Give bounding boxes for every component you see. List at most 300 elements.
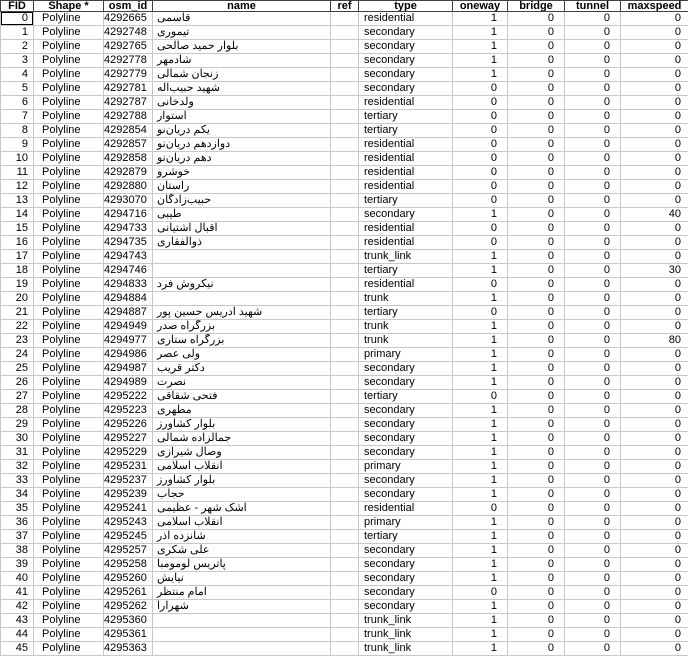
cell-bridge[interactable]: 0 (508, 264, 565, 278)
cell-type[interactable]: secondary (359, 446, 453, 460)
cell-bridge[interactable]: 0 (508, 488, 565, 502)
cell-fid[interactable]: 17 (1, 250, 34, 264)
cell-type[interactable]: trunk_link (359, 628, 453, 642)
cell-fid[interactable]: 10 (1, 152, 34, 166)
cell-bridge[interactable]: 0 (508, 222, 565, 236)
cell-fid[interactable]: 39 (1, 558, 34, 572)
cell-type[interactable]: secondary (359, 418, 453, 432)
cell-ref[interactable] (331, 586, 359, 600)
cell-type[interactable]: trunk_link (359, 642, 453, 656)
cell-name[interactable]: ولی عصر (153, 348, 331, 362)
cell-tunnel[interactable]: 0 (565, 418, 621, 432)
cell-shape[interactable]: Polyline (34, 572, 104, 586)
table-row[interactable] (1, 376, 688, 390)
cell-tunnel[interactable]: 0 (565, 404, 621, 418)
cell-maxspeed[interactable]: 0 (621, 12, 688, 26)
cell-fid[interactable]: 21 (1, 306, 34, 320)
cell-osm_id[interactable]: 4295229 (104, 446, 153, 460)
cell-maxspeed[interactable]: 0 (621, 642, 688, 656)
cell-fid[interactable]: 12 (1, 180, 34, 194)
cell-bridge[interactable]: 0 (508, 96, 565, 110)
cell-osm_id[interactable]: 4293070 (104, 194, 153, 208)
cell-type[interactable]: trunk_link (359, 250, 453, 264)
cell-tunnel[interactable]: 0 (565, 488, 621, 502)
cell-bridge[interactable]: 0 (508, 628, 565, 642)
cell-type[interactable]: tertiary (359, 306, 453, 320)
table-row[interactable] (1, 222, 688, 236)
cell-maxspeed[interactable]: 0 (621, 516, 688, 530)
cell-bridge[interactable]: 0 (508, 40, 565, 54)
cell-oneway[interactable]: 1 (453, 404, 508, 418)
cell-name[interactable]: انقلاب اسلامی (153, 516, 331, 530)
cell-name[interactable]: زنجان شمالی (153, 68, 331, 82)
cell-tunnel[interactable]: 0 (565, 460, 621, 474)
table-row[interactable] (1, 292, 688, 306)
cell-fid[interactable]: 26 (1, 376, 34, 390)
cell-tunnel[interactable]: 0 (565, 558, 621, 572)
cell-shape[interactable]: Polyline (34, 348, 104, 362)
table-row[interactable] (1, 306, 688, 320)
cell-shape[interactable]: Polyline (34, 152, 104, 166)
cell-fid[interactable]: 43 (1, 614, 34, 628)
cell-osm_id[interactable]: 4295257 (104, 544, 153, 558)
cell-type[interactable]: secondary (359, 404, 453, 418)
cell-fid[interactable]: 8 (1, 124, 34, 138)
cell-shape[interactable]: Polyline (34, 96, 104, 110)
cell-osm_id[interactable]: 4292787 (104, 96, 153, 110)
cell-fid[interactable]: 29 (1, 418, 34, 432)
cell-fid[interactable]: 41 (1, 586, 34, 600)
cell-ref[interactable] (331, 208, 359, 222)
cell-fid[interactable]: 28 (1, 404, 34, 418)
cell-name[interactable]: بزرگراه ستاری (153, 334, 331, 348)
cell-oneway[interactable]: 1 (453, 642, 508, 656)
cell-osm_id[interactable]: 4295363 (104, 642, 153, 656)
cell-tunnel[interactable]: 0 (565, 572, 621, 586)
cell-shape[interactable]: Polyline (34, 208, 104, 222)
cell-shape[interactable]: Polyline (34, 54, 104, 68)
cell-osm_id[interactable]: 4294977 (104, 334, 153, 348)
cell-fid[interactable]: 36 (1, 516, 34, 530)
cell-type[interactable]: secondary (359, 544, 453, 558)
cell-maxspeed[interactable]: 80 (621, 334, 688, 348)
cell-ref[interactable] (331, 390, 359, 404)
column-header-maxspeed[interactable]: maxspeed (621, 1, 688, 12)
table-row[interactable] (1, 82, 688, 96)
cell-bridge[interactable]: 0 (508, 446, 565, 460)
cell-bridge[interactable]: 0 (508, 530, 565, 544)
cell-bridge[interactable]: 0 (508, 600, 565, 614)
cell-oneway[interactable]: 1 (453, 348, 508, 362)
cell-shape[interactable]: Polyline (34, 460, 104, 474)
cell-maxspeed[interactable]: 0 (621, 474, 688, 488)
cell-oneway[interactable]: 0 (453, 390, 508, 404)
cell-tunnel[interactable]: 0 (565, 642, 621, 656)
cell-shape[interactable]: Polyline (34, 68, 104, 82)
cell-shape[interactable]: Polyline (34, 376, 104, 390)
cell-bridge[interactable]: 0 (508, 516, 565, 530)
cell-bridge[interactable]: 0 (508, 82, 565, 96)
cell-bridge[interactable]: 0 (508, 376, 565, 390)
cell-tunnel[interactable]: 0 (565, 544, 621, 558)
cell-type[interactable]: secondary (359, 362, 453, 376)
cell-osm_id[interactable]: 4292765 (104, 40, 153, 54)
cell-bridge[interactable]: 0 (508, 362, 565, 376)
cell-fid[interactable]: 13 (1, 194, 34, 208)
cell-type[interactable]: secondary (359, 586, 453, 600)
cell-fid[interactable]: 15 (1, 222, 34, 236)
cell-oneway[interactable]: 1 (453, 572, 508, 586)
cell-oneway[interactable]: 0 (453, 180, 508, 194)
cell-ref[interactable] (331, 194, 359, 208)
cell-osm_id[interactable]: 4292880 (104, 180, 153, 194)
cell-fid[interactable]: 3 (1, 54, 34, 68)
cell-fid[interactable]: 11 (1, 166, 34, 180)
table-row[interactable] (1, 124, 688, 138)
cell-maxspeed[interactable]: 0 (621, 124, 688, 138)
cell-name[interactable]: مطهری (153, 404, 331, 418)
cell-tunnel[interactable]: 0 (565, 614, 621, 628)
cell-maxspeed[interactable]: 0 (621, 586, 688, 600)
cell-ref[interactable] (331, 236, 359, 250)
cell-oneway[interactable]: 1 (453, 474, 508, 488)
cell-ref[interactable] (331, 152, 359, 166)
table-row[interactable] (1, 474, 688, 488)
cell-ref[interactable] (331, 628, 359, 642)
cell-name[interactable]: شهید حبیب‌اله (153, 82, 331, 96)
cell-tunnel[interactable]: 0 (565, 138, 621, 152)
cell-shape[interactable]: Polyline (34, 264, 104, 278)
cell-tunnel[interactable]: 0 (565, 600, 621, 614)
cell-osm_id[interactable]: 4295260 (104, 572, 153, 586)
cell-name[interactable]: اشک شهر - عظیمی (153, 502, 331, 516)
cell-maxspeed[interactable]: 0 (621, 306, 688, 320)
cell-type[interactable]: secondary (359, 558, 453, 572)
cell-fid[interactable]: 25 (1, 362, 34, 376)
cell-shape[interactable]: Polyline (34, 306, 104, 320)
cell-osm_id[interactable]: 4294884 (104, 292, 153, 306)
table-row[interactable] (1, 194, 688, 208)
cell-fid[interactable]: 19 (1, 278, 34, 292)
cell-oneway[interactable]: 0 (453, 502, 508, 516)
cell-oneway[interactable]: 1 (453, 54, 508, 68)
cell-type[interactable]: tertiary (359, 530, 453, 544)
cell-shape[interactable]: Polyline (34, 390, 104, 404)
cell-ref[interactable] (331, 124, 359, 138)
cell-oneway[interactable]: 0 (453, 278, 508, 292)
cell-shape[interactable]: Polyline (34, 82, 104, 96)
cell-shape[interactable]: Polyline (34, 614, 104, 628)
table-row[interactable] (1, 96, 688, 110)
cell-bridge[interactable]: 0 (508, 432, 565, 446)
cell-oneway[interactable]: 1 (453, 446, 508, 460)
column-header-tunnel[interactable]: tunnel (565, 1, 621, 12)
cell-type[interactable]: tertiary (359, 124, 453, 138)
cell-bridge[interactable]: 0 (508, 138, 565, 152)
cell-maxspeed[interactable]: 0 (621, 180, 688, 194)
cell-maxspeed[interactable]: 0 (621, 614, 688, 628)
table-row[interactable] (1, 530, 688, 544)
table-row[interactable] (1, 460, 688, 474)
cell-maxspeed[interactable]: 0 (621, 152, 688, 166)
cell-osm_id[interactable]: 4295243 (104, 516, 153, 530)
cell-osm_id[interactable]: 4292778 (104, 54, 153, 68)
cell-shape[interactable]: Polyline (34, 488, 104, 502)
cell-bridge[interactable]: 0 (508, 194, 565, 208)
cell-type[interactable]: residential (359, 278, 453, 292)
cell-osm_id[interactable]: 4292665 (104, 12, 153, 26)
cell-osm_id[interactable]: 4294986 (104, 348, 153, 362)
column-header-shape[interactable]: Shape * (34, 1, 104, 12)
cell-tunnel[interactable]: 0 (565, 236, 621, 250)
table-row[interactable] (1, 54, 688, 68)
cell-ref[interactable] (331, 558, 359, 572)
cell-bridge[interactable]: 0 (508, 110, 565, 124)
table-row[interactable] (1, 516, 688, 530)
cell-oneway[interactable]: 1 (453, 600, 508, 614)
cell-oneway[interactable]: 0 (453, 124, 508, 138)
cell-fid[interactable]: 20 (1, 292, 34, 306)
cell-bridge[interactable]: 0 (508, 26, 565, 40)
cell-shape[interactable]: Polyline (34, 516, 104, 530)
cell-ref[interactable] (331, 642, 359, 656)
cell-bridge[interactable]: 0 (508, 572, 565, 586)
cell-shape[interactable]: Polyline (34, 236, 104, 250)
cell-tunnel[interactable]: 0 (565, 502, 621, 516)
cell-maxspeed[interactable]: 0 (621, 418, 688, 432)
cell-shape[interactable]: Polyline (34, 334, 104, 348)
cell-ref[interactable] (331, 166, 359, 180)
cell-name[interactable]: فتحی شقاقی (153, 390, 331, 404)
cell-bridge[interactable]: 0 (508, 124, 565, 138)
table-row[interactable] (1, 600, 688, 614)
cell-ref[interactable] (331, 54, 359, 68)
cell-oneway[interactable]: 1 (453, 530, 508, 544)
cell-bridge[interactable]: 0 (508, 180, 565, 194)
cell-name[interactable]: دوازدهم دریان‌نو (153, 138, 331, 152)
cell-type[interactable]: secondary (359, 488, 453, 502)
table-row[interactable] (1, 110, 688, 124)
cell-bridge[interactable]: 0 (508, 278, 565, 292)
cell-type[interactable]: primary (359, 460, 453, 474)
cell-bridge[interactable]: 0 (508, 68, 565, 82)
cell-tunnel[interactable]: 0 (565, 194, 621, 208)
cell-osm_id[interactable]: 4295226 (104, 418, 153, 432)
cell-osm_id[interactable]: 4294833 (104, 278, 153, 292)
cell-tunnel[interactable]: 0 (565, 292, 621, 306)
cell-type[interactable]: tertiary (359, 194, 453, 208)
table-row[interactable] (1, 418, 688, 432)
cell-shape[interactable]: Polyline (34, 222, 104, 236)
cell-type[interactable]: secondary (359, 82, 453, 96)
table-row[interactable] (1, 614, 688, 628)
cell-fid[interactable]: 22 (1, 320, 34, 334)
column-header-name[interactable]: name (153, 1, 331, 12)
cell-shape[interactable]: Polyline (34, 138, 104, 152)
cell-ref[interactable] (331, 96, 359, 110)
cell-shape[interactable]: Polyline (34, 474, 104, 488)
cell-type[interactable]: residential (359, 222, 453, 236)
table-row[interactable] (1, 390, 688, 404)
cell-osm_id[interactable]: 4294746 (104, 264, 153, 278)
cell-ref[interactable] (331, 376, 359, 390)
cell-tunnel[interactable]: 0 (565, 278, 621, 292)
cell-bridge[interactable]: 0 (508, 474, 565, 488)
cell-maxspeed[interactable]: 0 (621, 292, 688, 306)
cell-tunnel[interactable]: 0 (565, 362, 621, 376)
cell-tunnel[interactable]: 0 (565, 376, 621, 390)
cell-fid[interactable]: 1 (1, 26, 34, 40)
cell-shape[interactable]: Polyline (34, 558, 104, 572)
cell-osm_id[interactable]: 4294716 (104, 208, 153, 222)
cell-type[interactable]: tertiary (359, 390, 453, 404)
cell-fid[interactable]: 24 (1, 348, 34, 362)
cell-osm_id[interactable]: 4294887 (104, 306, 153, 320)
table-row[interactable] (1, 26, 688, 40)
column-header-oneway[interactable]: oneway (453, 1, 508, 12)
cell-oneway[interactable]: 0 (453, 110, 508, 124)
cell-tunnel[interactable]: 0 (565, 40, 621, 54)
current-record-indicator[interactable]: 0 (1, 12, 34, 26)
cell-fid[interactable]: 6 (1, 96, 34, 110)
cell-name[interactable]: نصرت (153, 376, 331, 390)
cell-tunnel[interactable]: 0 (565, 348, 621, 362)
cell-osm_id[interactable]: 4295239 (104, 488, 153, 502)
cell-bridge[interactable]: 0 (508, 502, 565, 516)
cell-oneway[interactable]: 1 (453, 264, 508, 278)
cell-bridge[interactable]: 0 (508, 54, 565, 68)
cell-name[interactable]: جمالزاده شمالی (153, 432, 331, 446)
cell-osm_id[interactable]: 4292781 (104, 82, 153, 96)
cell-maxspeed[interactable]: 0 (621, 600, 688, 614)
cell-shape[interactable]: Polyline (34, 446, 104, 460)
cell-maxspeed[interactable]: 0 (621, 432, 688, 446)
cell-maxspeed[interactable]: 0 (621, 166, 688, 180)
cell-shape[interactable]: Polyline (34, 250, 104, 264)
cell-shape[interactable]: Polyline (34, 320, 104, 334)
cell-name[interactable]: بزرگراه صدر (153, 320, 331, 334)
cell-type[interactable]: secondary (359, 572, 453, 586)
cell-maxspeed[interactable]: 0 (621, 26, 688, 40)
table-row[interactable] (1, 68, 688, 82)
cell-bridge[interactable]: 0 (508, 320, 565, 334)
cell-maxspeed[interactable]: 0 (621, 390, 688, 404)
cell-tunnel[interactable]: 0 (565, 96, 621, 110)
table-row[interactable] (1, 278, 688, 292)
cell-maxspeed[interactable]: 0 (621, 628, 688, 642)
cell-maxspeed[interactable]: 0 (621, 320, 688, 334)
cell-oneway[interactable]: 1 (453, 544, 508, 558)
table-row[interactable] (1, 446, 688, 460)
cell-shape[interactable]: Polyline (34, 642, 104, 656)
cell-tunnel[interactable]: 0 (565, 264, 621, 278)
cell-bridge[interactable]: 0 (508, 642, 565, 656)
table-row[interactable] (1, 558, 688, 572)
cell-maxspeed[interactable]: 0 (621, 194, 688, 208)
cell-name[interactable]: شهید ادریس حسین پور (153, 306, 331, 320)
cell-ref[interactable] (331, 110, 359, 124)
cell-name[interactable]: شهرارا (153, 600, 331, 614)
cell-shape[interactable]: Polyline (34, 40, 104, 54)
cell-type[interactable]: primary (359, 516, 453, 530)
cell-ref[interactable] (331, 418, 359, 432)
cell-maxspeed[interactable]: 0 (621, 110, 688, 124)
cell-name[interactable]: حبیب‌زادگان (153, 194, 331, 208)
column-header-bridge[interactable]: bridge (508, 1, 565, 12)
table-row[interactable] (1, 166, 688, 180)
cell-osm_id[interactable]: 4295245 (104, 530, 153, 544)
cell-bridge[interactable]: 0 (508, 236, 565, 250)
cell-type[interactable]: secondary (359, 54, 453, 68)
cell-ref[interactable] (331, 474, 359, 488)
cell-tunnel[interactable]: 0 (565, 432, 621, 446)
cell-oneway[interactable]: 1 (453, 376, 508, 390)
cell-oneway[interactable]: 0 (453, 152, 508, 166)
cell-ref[interactable] (331, 572, 359, 586)
cell-maxspeed[interactable]: 0 (621, 544, 688, 558)
cell-osm_id[interactable]: 4292857 (104, 138, 153, 152)
cell-ref[interactable] (331, 292, 359, 306)
cell-name[interactable] (153, 642, 331, 656)
cell-oneway[interactable]: 1 (453, 292, 508, 306)
cell-maxspeed[interactable]: 0 (621, 82, 688, 96)
cell-oneway[interactable]: 0 (453, 194, 508, 208)
cell-name[interactable] (153, 292, 331, 306)
table-row[interactable] (1, 362, 688, 376)
cell-ref[interactable] (331, 306, 359, 320)
cell-fid[interactable]: 7 (1, 110, 34, 124)
column-header-fid[interactable]: FID (1, 1, 34, 12)
cell-oneway[interactable]: 1 (453, 418, 508, 432)
cell-osm_id[interactable]: 4294733 (104, 222, 153, 236)
cell-tunnel[interactable]: 0 (565, 208, 621, 222)
cell-oneway[interactable]: 1 (453, 68, 508, 82)
cell-oneway[interactable]: 0 (453, 306, 508, 320)
cell-oneway[interactable]: 0 (453, 138, 508, 152)
cell-shape[interactable]: Polyline (34, 502, 104, 516)
column-header-osm_id[interactable]: osm_id (104, 1, 153, 12)
cell-ref[interactable] (331, 362, 359, 376)
cell-osm_id[interactable]: 4295361 (104, 628, 153, 642)
cell-shape[interactable]: Polyline (34, 26, 104, 40)
table-row[interactable] (1, 138, 688, 152)
cell-osm_id[interactable]: 4294949 (104, 320, 153, 334)
table-row[interactable] (1, 152, 688, 166)
cell-fid[interactable]: 32 (1, 460, 34, 474)
cell-maxspeed[interactable]: 0 (621, 376, 688, 390)
cell-type[interactable]: secondary (359, 474, 453, 488)
cell-fid[interactable]: 40 (1, 572, 34, 586)
cell-name[interactable]: پاتریس لومومبا (153, 558, 331, 572)
cell-shape[interactable]: Polyline (34, 404, 104, 418)
cell-ref[interactable] (331, 26, 359, 40)
cell-oneway[interactable]: 1 (453, 628, 508, 642)
cell-name[interactable]: انقلاب اسلامی (153, 460, 331, 474)
cell-tunnel[interactable]: 0 (565, 180, 621, 194)
cell-oneway[interactable]: 1 (453, 488, 508, 502)
cell-ref[interactable] (331, 68, 359, 82)
cell-name[interactable]: بلوار حمید صالحی (153, 40, 331, 54)
cell-bridge[interactable]: 0 (508, 334, 565, 348)
cell-type[interactable]: secondary (359, 600, 453, 614)
cell-bridge[interactable]: 0 (508, 152, 565, 166)
cell-type[interactable]: residential (359, 502, 453, 516)
cell-type[interactable]: trunk (359, 320, 453, 334)
cell-name[interactable]: خوشرو (153, 166, 331, 180)
table-row[interactable] (1, 320, 688, 334)
cell-osm_id[interactable]: 4295262 (104, 600, 153, 614)
table-row[interactable] (1, 404, 688, 418)
